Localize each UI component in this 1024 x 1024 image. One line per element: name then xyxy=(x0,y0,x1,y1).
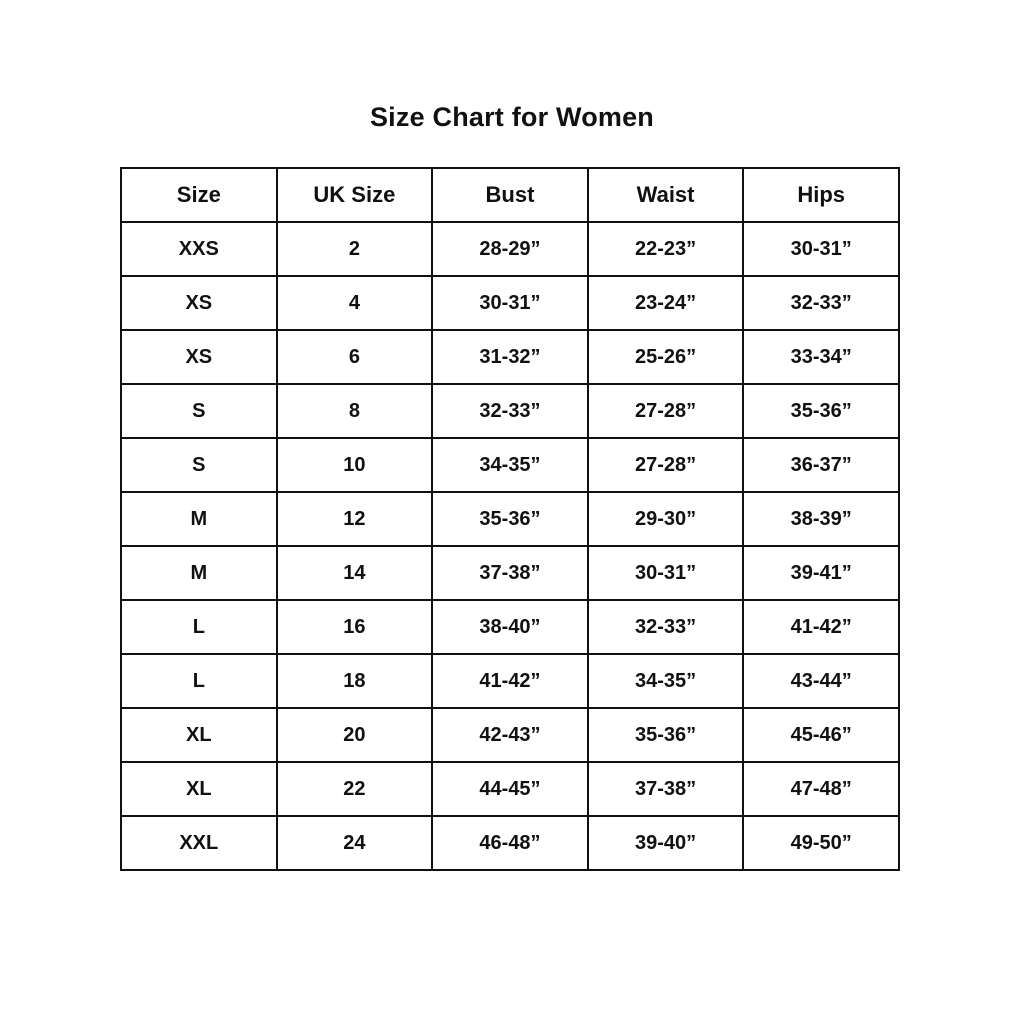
table-body xyxy=(121,222,899,870)
table-cell: 14 xyxy=(277,546,433,600)
header-cell: Size xyxy=(121,168,277,222)
table-cell: 22 xyxy=(277,762,433,816)
table-cell: 27-28” xyxy=(588,438,744,492)
table-cell: 37-38” xyxy=(588,762,744,816)
table-cell: 23-24” xyxy=(588,276,744,330)
table-cell: 37-38” xyxy=(432,546,588,600)
header-cell: Hips xyxy=(743,168,899,222)
table-row xyxy=(121,438,899,492)
table-cell: 10 xyxy=(277,438,433,492)
table-cell: 12 xyxy=(277,492,433,546)
table-cell: 4 xyxy=(277,276,433,330)
table-cell: 31-32” xyxy=(432,330,588,384)
table-row xyxy=(121,330,899,384)
table-header xyxy=(121,168,899,222)
table-cell: 35-36” xyxy=(588,708,744,762)
table-row xyxy=(121,384,899,438)
table-row xyxy=(121,492,899,546)
table-row xyxy=(121,600,899,654)
table-cell: 16 xyxy=(277,600,433,654)
table-row xyxy=(121,276,899,330)
table-cell: 20 xyxy=(277,708,433,762)
table-cell: 42-43” xyxy=(432,708,588,762)
table-cell: 32-33” xyxy=(432,384,588,438)
table-row xyxy=(121,762,899,816)
table-cell: S xyxy=(121,384,277,438)
table-cell: XL xyxy=(121,708,277,762)
table-cell: 44-45” xyxy=(432,762,588,816)
table-cell: 30-31” xyxy=(588,546,744,600)
table-cell: 18 xyxy=(277,654,433,708)
table-cell: 34-35” xyxy=(432,438,588,492)
table-cell: XXL xyxy=(121,816,277,870)
table-cell: XL xyxy=(121,762,277,816)
table-cell: 33-34” xyxy=(743,330,899,384)
table-cell: 8 xyxy=(277,384,433,438)
table-cell: 46-48” xyxy=(432,816,588,870)
table-cell: 27-28” xyxy=(588,384,744,438)
table-cell: 28-29” xyxy=(432,222,588,276)
table-cell: 47-48” xyxy=(743,762,899,816)
table-cell: 22-23” xyxy=(588,222,744,276)
table-cell: XS xyxy=(121,330,277,384)
table-cell: 35-36” xyxy=(432,492,588,546)
page-title: Size Chart for Women xyxy=(369,102,655,132)
table-cell: 29-30” xyxy=(588,492,744,546)
table-cell: 25-26” xyxy=(588,330,744,384)
header-row xyxy=(121,168,899,222)
header-cell: Waist xyxy=(588,168,744,222)
table-cell: 6 xyxy=(277,330,433,384)
table-cell: 24 xyxy=(277,816,433,870)
table-cell: 39-40” xyxy=(588,816,744,870)
table-cell: M xyxy=(121,546,277,600)
header-cell: UK Size xyxy=(277,168,433,222)
table-cell: 38-40” xyxy=(432,600,588,654)
table-cell: 32-33” xyxy=(743,276,899,330)
table-cell: 39-41” xyxy=(743,546,899,600)
table-cell: L xyxy=(121,600,277,654)
header-cell: Bust xyxy=(432,168,588,222)
table-cell: 41-42” xyxy=(743,600,899,654)
table-cell: 30-31” xyxy=(743,222,899,276)
table-cell: 32-33” xyxy=(588,600,744,654)
table-row xyxy=(121,546,899,600)
table-cell: 35-36” xyxy=(743,384,899,438)
table-cell: L xyxy=(121,654,277,708)
table-cell: XXS xyxy=(121,222,277,276)
table-row xyxy=(121,654,899,708)
table-cell: S xyxy=(121,438,277,492)
table-row xyxy=(121,816,899,870)
table-cell: 45-46” xyxy=(743,708,899,762)
table-cell: XS xyxy=(121,276,277,330)
table-row xyxy=(121,708,899,762)
table-cell: 38-39” xyxy=(743,492,899,546)
table-cell: 30-31” xyxy=(432,276,588,330)
table-cell: 41-42” xyxy=(432,654,588,708)
table-row xyxy=(121,222,899,276)
table-cell: 49-50” xyxy=(743,816,899,870)
table-cell: M xyxy=(121,492,277,546)
table-cell: 34-35” xyxy=(588,654,744,708)
table-cell: 43-44” xyxy=(743,654,899,708)
size-chart-table xyxy=(120,167,900,871)
table-cell: 36-37” xyxy=(743,438,899,492)
table-cell: 2 xyxy=(277,222,433,276)
